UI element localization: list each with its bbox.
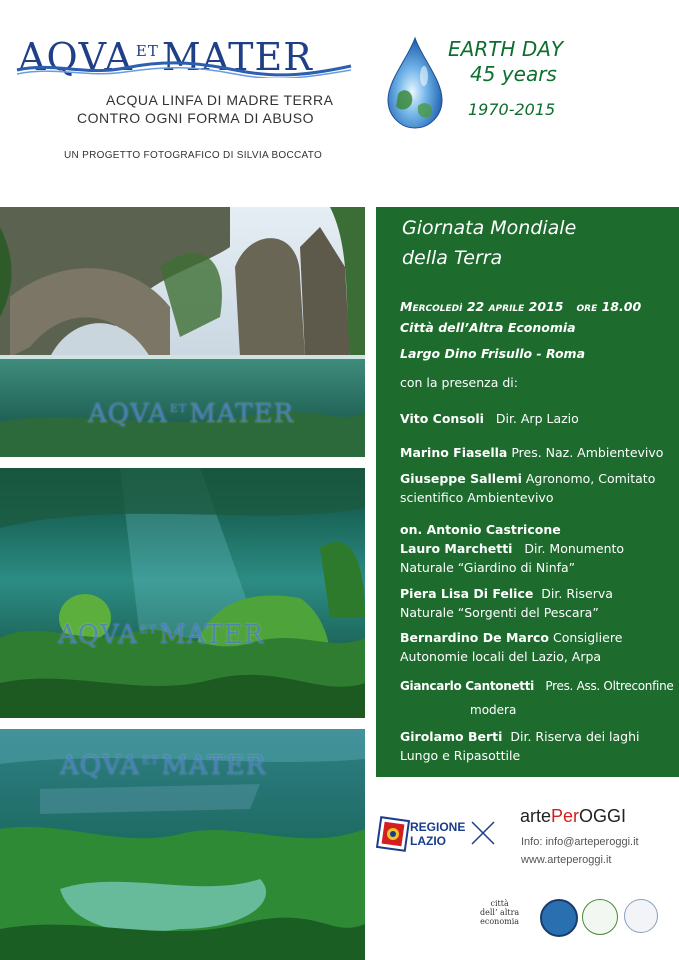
event-panel [376,207,679,777]
arteperoggi-logo: artePerOGGI [520,806,627,826]
earth-day-range: 1970-2015 [468,100,556,119]
photo-underwater-plants [0,468,365,718]
regione-lazio-emblem-icon [376,816,410,852]
participant: Piera Lisa Di Felice Dir. Riserva Naturale “Sorgenti del Pescara” [400,586,613,620]
participant: Vito Consoli Dir. Arp Lazio [400,411,579,426]
logo-et: ET [135,42,159,60]
participant: Marino Fiasella Pres. Naz. Ambientevivo [400,445,664,460]
earth-day-years: 45 years [470,62,557,86]
tagline-2: CONTRO OGNI FORMA DI ABUSO [77,110,315,126]
event-date: Mercoledì 22 aprile 2015 ore 18.00 [400,299,642,314]
photo-watermark: AQVA $^{ET}$MATER [60,751,267,781]
logo-wave-icon [15,60,355,78]
partner-seal-light-icon [624,899,658,933]
regione-lazio-swoosh-icon [470,818,496,848]
event-title [402,213,576,273]
logo-word-1: AQVA [18,35,133,79]
regione-lazio-logo: REGIONE LAZIO [410,820,466,848]
citta-altra-economia-logo: città dell’ altra economia [480,899,520,926]
arteperoggi-email: Info: info@arteperoggi.it [521,836,639,848]
photo-watermark: AQVA $^{ET}$MATER [58,620,265,650]
participant: Girolamo Berti Dir. Riserva dei laghi Lungo e Ripasottile [400,729,640,763]
event-venue: Città dell’Altra Economia [400,320,576,335]
project-credit: UN PROGETTO FOTOGRAFICO DI SILVIA BOCCATO [64,150,323,161]
participant: Bernardino De Marco Consigliere Autonomie locali del Lazio, Arpa [400,630,623,664]
partner-seal-blue-icon [540,899,578,937]
earth-day-title: EARTH DAY [448,37,564,61]
event-address: Largo Dino Frisullo - Roma [400,346,586,361]
participant: Lauro Marchetti Dir. Monumento Naturale “Giardino di Ninfa” [400,541,625,575]
participant: on. Antonio Castricone [400,522,561,537]
event-presence-label: con la presenza di: [400,375,518,390]
photo-underwater-plants-image [0,468,365,718]
event-title-line-2: della Terra [402,247,503,269]
participant: Giuseppe Sallemi Agronomo, Comitato scientifico Ambientevivo [400,471,656,505]
photo-watermark: AQVA $^{ET}$MATER [88,399,295,429]
photo-spring-bottom [0,729,365,960]
logo-word-2: MATER [161,35,313,79]
water-drop-earth-icon [384,36,446,132]
participant: Giancarlo Cantonetti Pres. Ass. Oltreconfine modera [400,679,674,717]
event-title-line-1: Giornata Mondiale [402,217,577,239]
arteperoggi-website: www.arteperoggi.it [521,854,612,866]
photo-arch-ruins [0,207,365,457]
tagline-1: ACQUA LINFA DI MADRE TERRA [106,92,334,108]
partner-seal-green-icon [582,899,618,935]
